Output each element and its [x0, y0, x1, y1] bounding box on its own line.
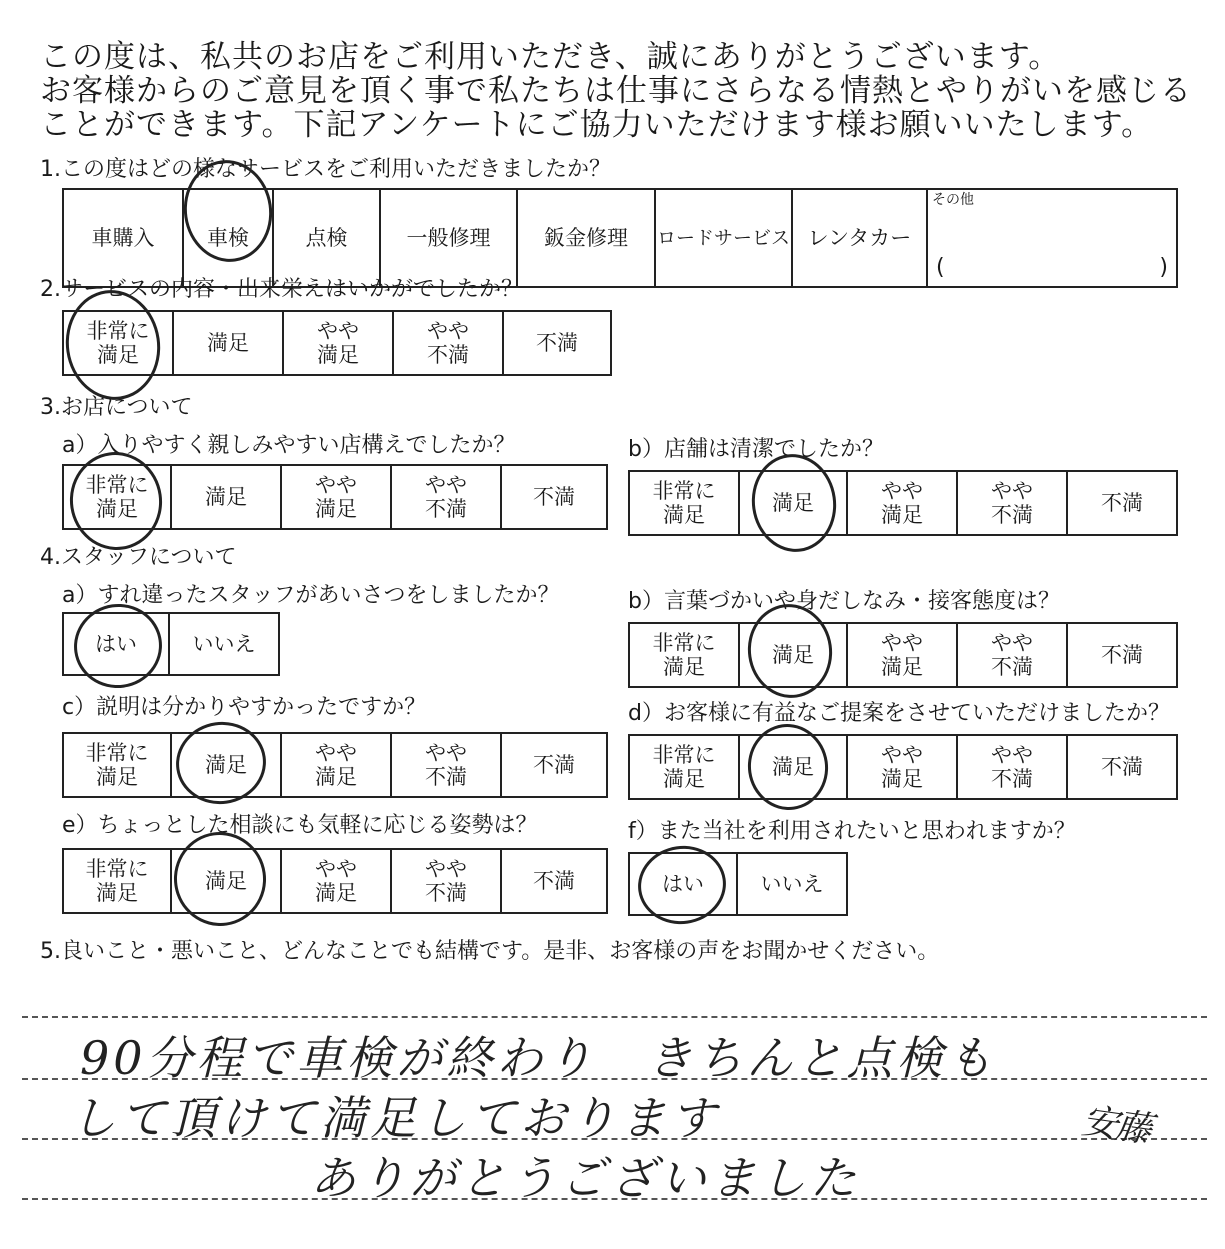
q4c-option-somewhat-satisfied[interactable]: やや 満足 — [281, 733, 391, 797]
q4c-label: c）説明は分かりやすかったですか？ — [62, 695, 427, 720]
q1-option-road-service[interactable]: ロードサービス — [655, 189, 792, 287]
q3a-options — [62, 464, 608, 530]
q4b-option-satisfied[interactable]: 満足 — [739, 623, 847, 687]
q3a-option-satisfied[interactable]: 満足 — [171, 465, 281, 529]
intro-line-1: この度は、私共のお店をご利用いただき、誠にありがとうございます。 — [40, 39, 1061, 75]
q3b-option-somewhat-satisfied[interactable]: やや 満足 — [847, 471, 957, 535]
q4b-label: b）言葉づかいや身だしなみ・接客態度は？ — [628, 589, 1060, 614]
q4a-option-no[interactable]: いいえ — [169, 613, 279, 675]
q4e-option-satisfied[interactable]: 満足 — [171, 849, 281, 913]
q4b-option-somewhat-satisfied[interactable]: やや 満足 — [847, 623, 957, 687]
q3b-option-very-satisfied[interactable]: 非常に 満足 — [629, 471, 739, 535]
q2-options — [62, 310, 612, 376]
q4a-option-yes[interactable]: はい — [63, 613, 169, 675]
intro-line-2: お客様からのご意見を頂く事で私たちは仕事にさらなる情熱とやりがいを感じる — [40, 73, 1192, 109]
q1-option-body-repair[interactable]: 鈑金修理 — [517, 189, 655, 287]
q1-other-paren-open: ( — [936, 255, 945, 280]
q4e-options — [62, 848, 608, 914]
q4a-label: a）すれ違ったスタッフがあいさつをしましたか？ — [62, 583, 560, 608]
q2-option-dissatisfied[interactable]: 不満 — [503, 311, 611, 375]
q1-other-paren-close: ) — [1159, 255, 1168, 280]
q3b-options — [628, 470, 1178, 536]
q4c-options — [62, 732, 608, 798]
q4d-option-satisfied[interactable]: 満足 — [739, 735, 847, 799]
q4d-option-somewhat-satisfied[interactable]: やや 満足 — [847, 735, 957, 799]
q4d-options — [628, 734, 1178, 800]
q3a-option-dissatisfied[interactable]: 不満 — [501, 465, 607, 529]
handwritten-comment-line-3: ありがとうございました — [310, 1151, 860, 1205]
q1-option-rental-car[interactable]: レンタカー — [792, 189, 927, 287]
q4e-option-very-satisfied[interactable]: 非常に 満足 — [63, 849, 171, 913]
q4b-option-very-satisfied[interactable]: 非常に 満足 — [629, 623, 739, 687]
q3b-option-satisfied[interactable]: 満足 — [739, 471, 847, 535]
q1-option-car-purchase[interactable]: 車購入 — [63, 189, 183, 287]
q1-title: 1.この度はどの様なサービスをご利用いただきましたか？ — [40, 157, 611, 182]
q4d-option-somewhat-dissatisfied[interactable]: やや 不満 — [957, 735, 1067, 799]
q4b-option-somewhat-dissatisfied[interactable]: やや 不満 — [957, 623, 1067, 687]
q1-option-inspection[interactable]: 点検 — [273, 189, 380, 287]
q3b-option-somewhat-dissatisfied[interactable]: やや 不満 — [957, 471, 1067, 535]
q4c-option-dissatisfied[interactable]: 不満 — [501, 733, 607, 797]
q4c-option-satisfied[interactable]: 満足 — [171, 733, 281, 797]
q2-title: 2.サービスの内容・出来栄えはいかがでしたか？ — [40, 277, 523, 302]
q1-option-other[interactable] — [927, 189, 1177, 287]
q1-option-general-repair[interactable]: 一般修理 — [380, 189, 517, 287]
q2-option-somewhat-satisfied[interactable]: やや 満足 — [283, 311, 393, 375]
q4b-option-dissatisfied[interactable]: 不満 — [1067, 623, 1177, 687]
q3b-label: b）店舗は清潔でしたか？ — [628, 437, 884, 462]
q4e-option-dissatisfied[interactable]: 不満 — [501, 849, 607, 913]
intro-line-3: ことができます。下記アンケートにご協力いただけます様お願いいたします。 — [40, 107, 1154, 143]
q4b-options — [628, 622, 1178, 688]
q3-title: 3.お店について — [40, 395, 193, 420]
q4-title: 4.スタッフについて — [40, 545, 237, 570]
q4e-label: e）ちょっとした相談にも気軽に応じる姿勢は？ — [62, 813, 538, 838]
q1-other-label: その他 — [932, 192, 974, 208]
q3a-option-somewhat-satisfied[interactable]: やや 満足 — [281, 465, 391, 529]
q4f-label: f）また当社を利用されたいと思われますか？ — [628, 819, 1076, 844]
q5-title: 5.良いこと・悪いこと、どんなことでも結構です。是非、お客様の声をお聞かせください。 — [40, 939, 940, 964]
q4d-option-dissatisfied[interactable]: 不満 — [1067, 735, 1177, 799]
comment-line-1 — [22, 1016, 1207, 1018]
q4a-options — [62, 612, 280, 676]
q4e-option-somewhat-satisfied[interactable]: やや 満足 — [281, 849, 391, 913]
q4d-label: d）お客様に有益なご提案をさせていただけましたか？ — [628, 701, 1170, 726]
handwritten-signature: 安藤 — [1079, 1100, 1153, 1151]
q3a-option-somewhat-dissatisfied[interactable]: やや 不満 — [391, 465, 501, 529]
q2-option-satisfied[interactable]: 満足 — [173, 311, 283, 375]
q4f-option-yes[interactable]: はい — [629, 853, 737, 915]
q4d-option-very-satisfied[interactable]: 非常に 満足 — [629, 735, 739, 799]
q4f-option-no[interactable]: いいえ — [737, 853, 847, 915]
q4c-option-somewhat-dissatisfied[interactable]: やや 不満 — [391, 733, 501, 797]
q4f-options — [628, 852, 848, 916]
intro-text — [40, 40, 1192, 142]
handwritten-comment-line-1: 90分程で車検が終わり きちんと点検も — [80, 1031, 997, 1085]
q3a-option-very-satisfied[interactable]: 非常に 満足 — [63, 465, 171, 529]
handwritten-comment-line-2: して頂けて満足しております — [70, 1091, 720, 1145]
q4e-option-somewhat-dissatisfied[interactable]: やや 不満 — [391, 849, 501, 913]
q2-option-very-satisfied[interactable]: 非常に 満足 — [63, 311, 173, 375]
q3b-option-dissatisfied[interactable]: 不満 — [1067, 471, 1177, 535]
q2-option-somewhat-dissatisfied[interactable]: やや 不満 — [393, 311, 503, 375]
q4c-option-very-satisfied[interactable]: 非常に 満足 — [63, 733, 171, 797]
q1-option-shaken[interactable]: 車検 — [183, 189, 273, 287]
q3a-label: a）入りやすく親しみやすい店構えでしたか？ — [62, 433, 516, 458]
